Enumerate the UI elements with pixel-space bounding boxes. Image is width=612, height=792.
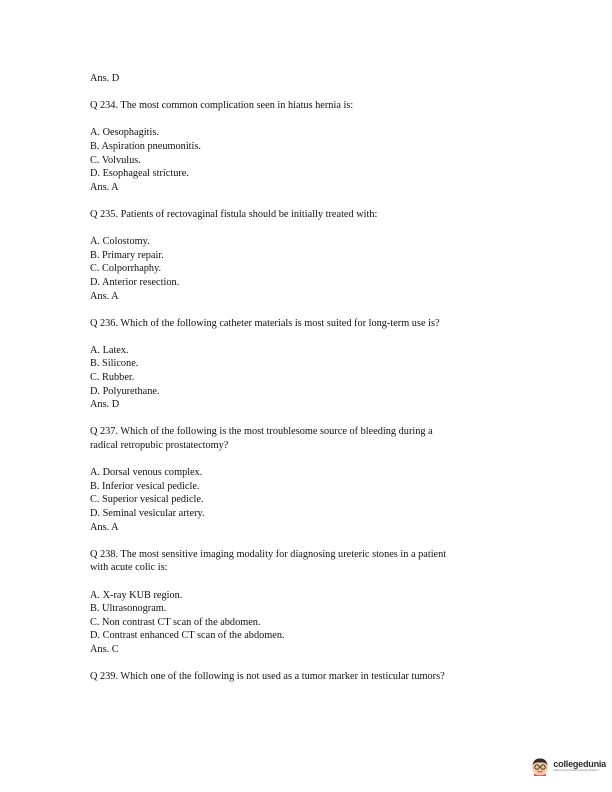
brand-tagline: India's largest Student Review Platform <box>553 768 599 772</box>
question-text: Q 239. Which one of the following is not used as a tumor marker in testicular tumors? <box>90 671 445 683</box>
student-avatar-icon <box>530 756 550 776</box>
option-d: D. Esophageal stricture. <box>90 168 189 180</box>
option-d: D. Anterior resection. <box>90 276 180 288</box>
answer-line: Ans. D <box>90 399 120 411</box>
question-block-238 <box>90 548 530 657</box>
option-d: D. Seminal vesicular artery. <box>90 508 205 519</box>
option-a: A. Dorsal venous complex. <box>90 467 203 479</box>
brand-name: collegedunia <box>553 758 606 769</box>
answer-line: Ans. A <box>90 181 119 193</box>
question-text-line-2: radical retropubic prostatectomy? <box>90 440 229 452</box>
question-text: Q 235. Patients of rectovaginal fistula should be initially treated with: <box>90 208 378 220</box>
document-body <box>90 72 530 684</box>
answer-line: Ans. A <box>90 290 119 302</box>
question-block-234 <box>90 99 530 194</box>
option-a: A. Latex. <box>90 344 129 356</box>
option-b: B. Ultrasonogram. <box>90 603 167 615</box>
question-block-236 <box>90 317 530 412</box>
option-b: B. Silicone. <box>90 358 139 370</box>
question-text-line-1: Q 237. Which of the following is the most troublesome source of bleeding during a <box>90 426 433 438</box>
option-b: B. Primary repair. <box>90 249 164 261</box>
answer-line: Ans. D <box>90 73 120 84</box>
option-a: A. Oesophagitis. <box>90 127 159 139</box>
option-c: C. Superior vesical pedicle. <box>90 494 204 506</box>
option-c: C. Colporrhaphy. <box>90 263 162 275</box>
answer-line: Ans. C <box>90 643 119 655</box>
option-c: C. Rubber. <box>90 372 135 384</box>
option-c: C. Non contrast CT scan of the abdomen. <box>90 616 261 628</box>
collegedunia-logo[interactable] <box>530 756 606 776</box>
option-a: A. X-ray KUB region. <box>90 589 183 601</box>
question-text-line-2: with acute colic is: <box>90 562 168 574</box>
question-text: Q 236. Which of the following catheter materials is most suited for long-term use is? <box>90 317 440 329</box>
question-block-237 <box>90 425 530 534</box>
option-d: D. Polyurethane. <box>90 385 160 397</box>
option-b: B. Aspiration pneumonitis. <box>90 140 201 152</box>
question-block-235 <box>90 208 530 303</box>
question-text: Q 234. The most common complication seen in hiatus hernia is: <box>90 100 354 112</box>
option-c: C. Volvulus. <box>90 154 141 166</box>
option-b: B. Inferior vesical pedicle. <box>90 480 200 492</box>
answer-line: Ans. A <box>90 521 119 533</box>
question-text-line-1: Q 238. The most sensitive imaging modality for diagnosing ureteric stones in a patient <box>90 548 447 560</box>
question-block-239 <box>90 670 530 684</box>
option-d: D. Contrast enhanced CT scan of the abdomen. <box>90 630 285 642</box>
option-a: A. Colostomy. <box>90 236 150 248</box>
